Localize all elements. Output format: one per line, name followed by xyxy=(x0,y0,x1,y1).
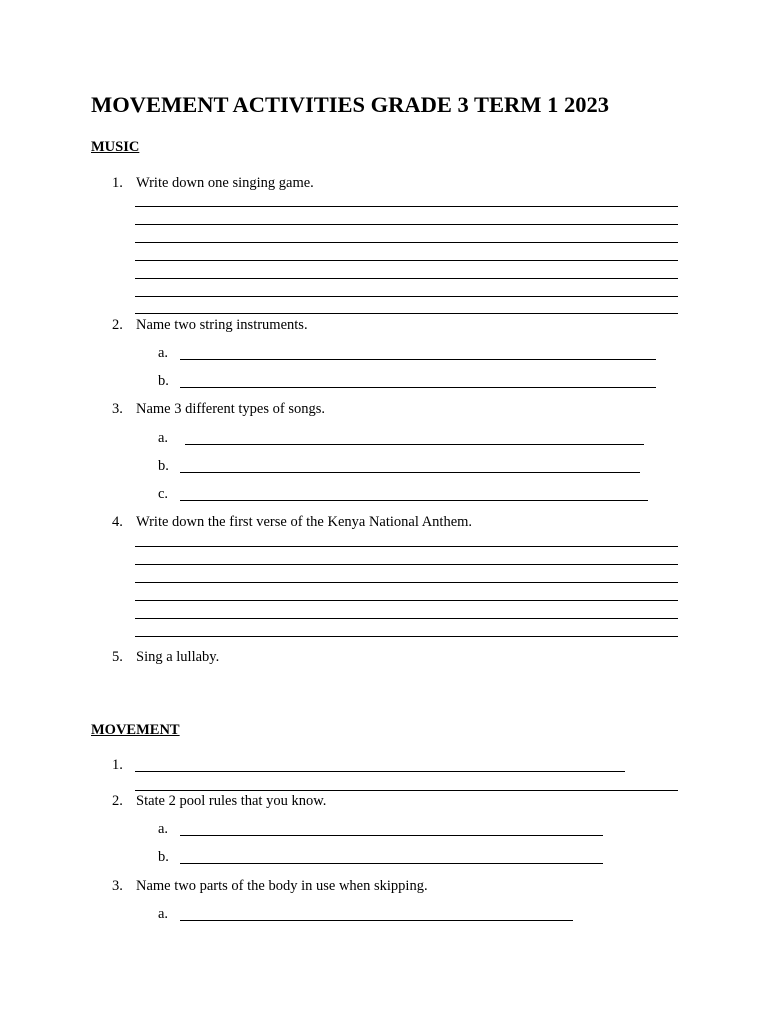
sub-item-label: b. xyxy=(158,373,169,389)
answer-line[interactable] xyxy=(135,242,678,243)
sub-item-label: a. xyxy=(158,430,169,446)
question-number: 5. xyxy=(112,649,123,665)
answer-line[interactable] xyxy=(180,920,573,921)
answer-line[interactable] xyxy=(180,835,603,836)
answer-line[interactable] xyxy=(135,546,678,547)
question-text: Sing a lullaby. xyxy=(136,649,220,665)
question-number: 3. xyxy=(112,401,123,417)
answer-line[interactable] xyxy=(180,359,656,360)
question-number: 2. xyxy=(112,793,123,809)
question-text: Name 3 different types of songs. xyxy=(136,401,325,417)
answer-line[interactable] xyxy=(135,206,678,207)
sub-item-label: a. xyxy=(158,821,169,837)
answer-line[interactable] xyxy=(135,636,678,637)
answer-line[interactable] xyxy=(135,600,678,601)
answer-line[interactable] xyxy=(180,863,603,864)
answer-line[interactable] xyxy=(135,224,678,225)
page-title: MOVEMENT ACTIVITIES GRADE 3 TERM 1 2023 xyxy=(91,92,609,117)
section-heading-music: MUSIC xyxy=(91,139,140,155)
sub-item-label: a. xyxy=(158,906,169,922)
question-text: Name two string instruments. xyxy=(136,317,308,333)
answer-line[interactable] xyxy=(135,564,678,565)
answer-line[interactable] xyxy=(135,618,678,619)
answer-line[interactable] xyxy=(135,278,678,279)
answer-line[interactable] xyxy=(180,387,656,388)
answer-line[interactable] xyxy=(135,771,625,772)
question-text: Name two parts of the body in use when skipping. xyxy=(136,878,428,894)
sub-item-label: c. xyxy=(158,486,169,502)
question-text: Write down one singing game. xyxy=(136,175,314,191)
question-number: 2. xyxy=(112,317,123,333)
sub-item-label: a. xyxy=(158,345,169,361)
answer-line[interactable] xyxy=(180,472,640,473)
answer-line[interactable] xyxy=(185,444,644,445)
sub-item-label: b. xyxy=(158,849,169,865)
question-text: State 2 pool rules that you know. xyxy=(136,793,327,809)
question-text: Write down the first verse of the Kenya National Anthem. xyxy=(136,514,473,530)
question-number: 3. xyxy=(112,878,123,894)
sub-item-label: b. xyxy=(158,458,169,474)
answer-line[interactable] xyxy=(135,296,678,297)
question-number: 1. xyxy=(112,757,123,773)
answer-line[interactable] xyxy=(180,500,648,501)
question-number: 1. xyxy=(112,175,123,191)
answer-line[interactable] xyxy=(135,260,678,261)
answer-line[interactable] xyxy=(135,313,678,314)
question-number: 4. xyxy=(112,514,123,530)
answer-line[interactable] xyxy=(135,582,678,583)
section-heading-movement: MOVEMENT xyxy=(91,722,180,738)
answer-line[interactable] xyxy=(135,790,678,791)
